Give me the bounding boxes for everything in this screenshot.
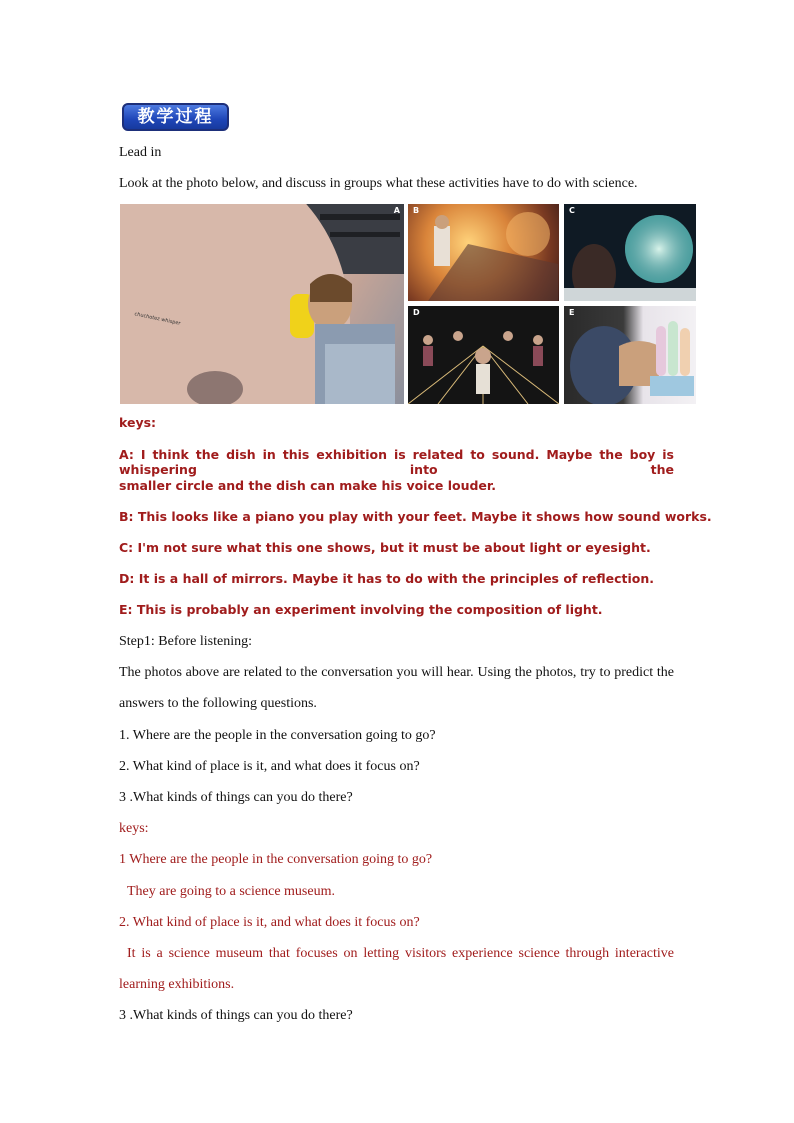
photo-c (564, 204, 696, 301)
photo-a-caption: chuchotez whisper (133, 311, 181, 327)
keys1-label: keys: (119, 415, 157, 430)
photo-label-d: D (413, 308, 420, 317)
answer-a1: They are going to a science museum. (127, 884, 335, 899)
key-a-line1: A: I think the dish in this exhibition is related to sound. Maybe the boy is whispering into the (119, 447, 674, 477)
photo-a-scene (120, 204, 404, 404)
key-a-line2: smaller circle and the dish can make his voice louder. (119, 478, 497, 493)
answer-q2: 2. What kind of place is it, and what does it focus on? (119, 915, 420, 930)
photo-a (120, 204, 404, 404)
key-c: C: I'm not sure what this one shows, but it must be about light or eyesight. (119, 540, 651, 555)
step1-heading: Step1: Before listening: (119, 634, 252, 649)
photo-b-scene (408, 204, 559, 301)
question-2: 2. What kind of place is it, and what does it focus on? (119, 759, 420, 774)
answer-q1: 1 Where are the people in the conversation going to go? (119, 852, 433, 867)
key-d: D: It is a hall of mirrors. Maybe it has to do with the principles of reflection. (119, 571, 655, 586)
answer-q3: 3 .What kinds of things can you do there? (119, 1008, 353, 1023)
photo-e (564, 306, 696, 404)
key-b: B: This looks like a piano you play with your feet. Maybe it shows how sound works. (119, 509, 712, 524)
photo-label-b: B (413, 206, 420, 215)
question-3: 3 .What kinds of things can you do there? (119, 790, 353, 805)
photo-c-scene (564, 204, 696, 301)
key-e: E: This is probably an experiment involving the composition of light. (119, 602, 603, 617)
section-badge: 教学过程 (122, 103, 229, 131)
photo-label-e: E (569, 308, 575, 317)
photo-b (408, 204, 559, 301)
step1-desc-line2: answers to the following questions. (119, 696, 317, 711)
question-1: 1. Where are the people in the conversation going to go? (119, 728, 436, 743)
photo-collage (120, 204, 696, 404)
keys2-label: keys: (119, 821, 149, 836)
instruction-text: Look at the photo below, and discuss in groups what these activities have to do with science. (119, 176, 638, 191)
photo-label-c: C (569, 206, 575, 215)
step1-desc-line1: The photos above are related to the conversation you will hear. Using the photos, try to predict the (119, 665, 674, 680)
answer-a2-line2: learning exhibitions. (119, 977, 235, 992)
photo-e-scene (564, 306, 696, 404)
lead-in-heading: Lead in (119, 145, 162, 160)
photo-d (408, 306, 559, 404)
photo-d-scene (408, 306, 559, 404)
answer-a2-line1: It is a science museum that focuses on letting visitors experience science through interactive (127, 946, 674, 961)
photo-label-a: A (393, 206, 400, 215)
